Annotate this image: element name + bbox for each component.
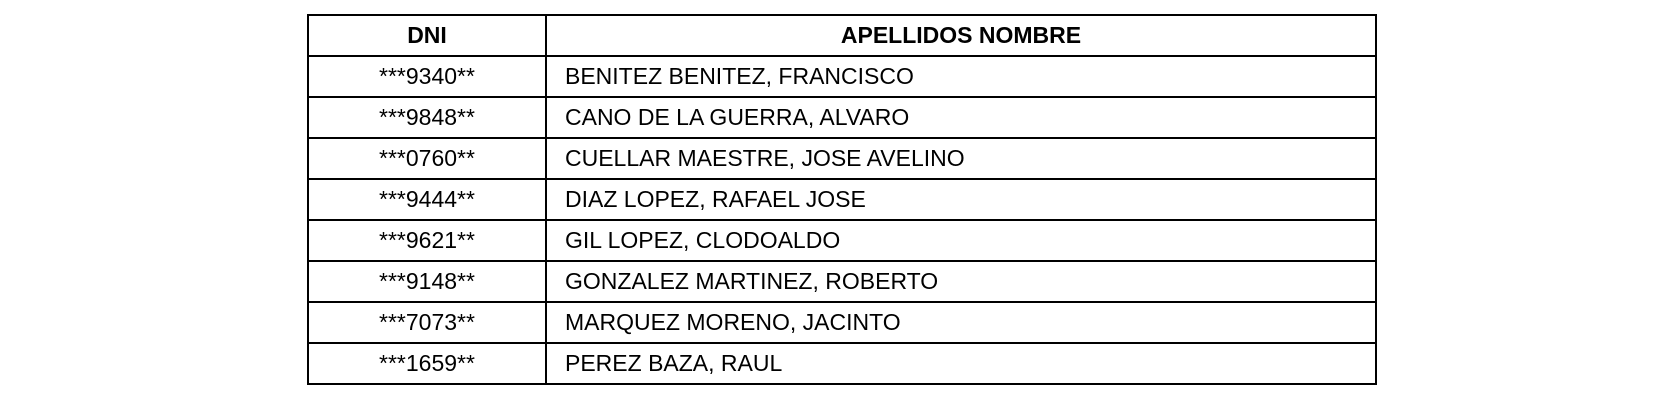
table-row bbox=[308, 261, 1376, 302]
table-row bbox=[308, 220, 1376, 261]
dni-cell: ***0760** bbox=[308, 138, 546, 179]
dni-cell: ***9444** bbox=[308, 179, 546, 220]
column-header-dni: DNI bbox=[308, 15, 546, 56]
dni-table bbox=[307, 14, 1377, 385]
name-cell: MARQUEZ MORENO, JACINTO bbox=[546, 302, 1376, 343]
table-row bbox=[308, 343, 1376, 384]
header-row bbox=[308, 15, 1376, 56]
dni-cell: ***9340** bbox=[308, 56, 546, 97]
table-row bbox=[308, 179, 1376, 220]
table-row bbox=[308, 56, 1376, 97]
table-row bbox=[308, 97, 1376, 138]
table-row bbox=[308, 138, 1376, 179]
dni-cell: ***9148** bbox=[308, 261, 546, 302]
table-body bbox=[308, 56, 1376, 384]
dni-cell: ***7073** bbox=[308, 302, 546, 343]
name-cell: CANO DE LA GUERRA, ALVARO bbox=[546, 97, 1376, 138]
dni-cell: ***9621** bbox=[308, 220, 546, 261]
column-header-name: APELLIDOS NOMBRE bbox=[546, 15, 1376, 56]
name-cell: CUELLAR MAESTRE, JOSE AVELINO bbox=[546, 138, 1376, 179]
name-cell: GONZALEZ MARTINEZ, ROBERTO bbox=[546, 261, 1376, 302]
dni-cell: ***9848** bbox=[308, 97, 546, 138]
table-header bbox=[308, 15, 1376, 56]
name-cell: PEREZ BAZA, RAUL bbox=[546, 343, 1376, 384]
name-cell: BENITEZ BENITEZ, FRANCISCO bbox=[546, 56, 1376, 97]
name-cell: DIAZ LOPEZ, RAFAEL JOSE bbox=[546, 179, 1376, 220]
name-cell: GIL LOPEZ, CLODOALDO bbox=[546, 220, 1376, 261]
table-row bbox=[308, 302, 1376, 343]
dni-cell: ***1659** bbox=[308, 343, 546, 384]
